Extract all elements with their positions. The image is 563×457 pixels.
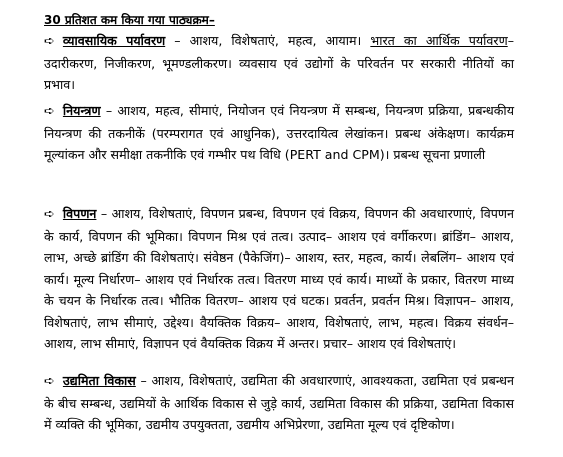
section-title: नियन्त्रण [62, 103, 101, 118]
arrow-icon: ➪ [44, 374, 55, 389]
section-title: व्यावसायिक पर्यावरण [62, 33, 166, 48]
page-heading: 30 प्रतिशत कम किया गया पाठ्यक्रम– [44, 13, 215, 27]
section-marketing [44, 203, 514, 355]
section-business-environment [44, 30, 514, 96]
section-text: – आशय, विशेषताएं, महत्व, आयाम। [165, 33, 371, 48]
section-control [44, 100, 514, 166]
section-entrepreneurship-development [44, 370, 514, 436]
section-title: उद्यमिता विकास [62, 373, 136, 388]
section-underlined-text: भारत का आर्थिक पर्यावरण [370, 33, 508, 48]
section-text: – आशय, विशेषताएं, उद्यमिता की अवधारणाएं, आवश्यकता, उद्यमिता एवं प्रबन्धन के बीच सम्बन्ध, उद्यमियों के आर्थिक विकास से जुड़े कार्य, उद्यमिता विकास की प्रक्रिया, उद्यमिता विकास में व्यक्ति की भूमिका, उद्यमीय उपयुक्तता, उद्यमीय अभिप्रेरणा, उद्यमिता मूल्य एवं दृष्टिकोण। [44, 373, 514, 432]
section-title: विपणन [62, 206, 97, 221]
section-text: – आशय, विशेषताएं, विपणन प्रबन्ध, विपणन एवं विक्रय, विपणन की अवधारणाएं, विपणन के कार्य, विपणन की भूमिका। विपणन मिश्र एवं तत्व। उत्पाद– आशय एवं वर्गीकरण। ब्रांडिंग– आशय, लाभ, अच्छे ब्रांडिंग की विशेषताएं। संवेष्ठन (पैकेजिंग)– आशय, स्तर, महत्व, कार्य। लेबलिंग– आशय एवं कार्य। मूल्य निर्धारण– आशय एवं निर्धारक तत्व। वितरण माध्य एवं कार्य। माध्यों के प्रकार, वितरण माध्य के चयन के निर्धारक तत्व। भौतिक वितरण– आशय एवं घटक। प्रवर्तन, प्रवर्तन मिश्र। विज्ञापन– आशय, विशेषताएं, लाभ सीमाएं, उद्देश्य। वैयक्तिक विक्रय– आशय, विशेषताएं, लाभ, महत्व। विक्रय संवर्धन– आशय, लाभ सीमाएं, विज्ञापन एवं वैयक्तिक विक्रय में अन्तर। प्रचार– आशय एवं विशेषताएं। [44, 206, 514, 351]
arrow-icon: ➪ [44, 207, 55, 222]
section-text-continued: – उदारीकरण, निजीकरण, भूमण्डलीकरण। व्यवसाय एवं उद्योगों के परिवर्तन पर सरकारी नीतियों का प्रभाव। [44, 33, 514, 92]
section-text: – आशय, महत्व, सीमाएं, नियोजन एवं नियन्त्रण में सम्बन्ध, नियन्त्रण प्रक्रिया, प्रबन्धकीय नियन्त्रण की तकनीकें (परम्परागत एवं आधुनिक), उत्तरदायित्व लेखांकन। प्रबन्ध अंकेक्षण। कार्यक्रम मूल्यांकन और समीक्षा तकनीकि एवं गम्भीर पथ विधि (PERT and CPM)। प्रबन्ध सूचना प्रणाली [44, 103, 514, 162]
arrow-icon: ➪ [44, 104, 55, 119]
arrow-icon: ➪ [44, 34, 55, 49]
